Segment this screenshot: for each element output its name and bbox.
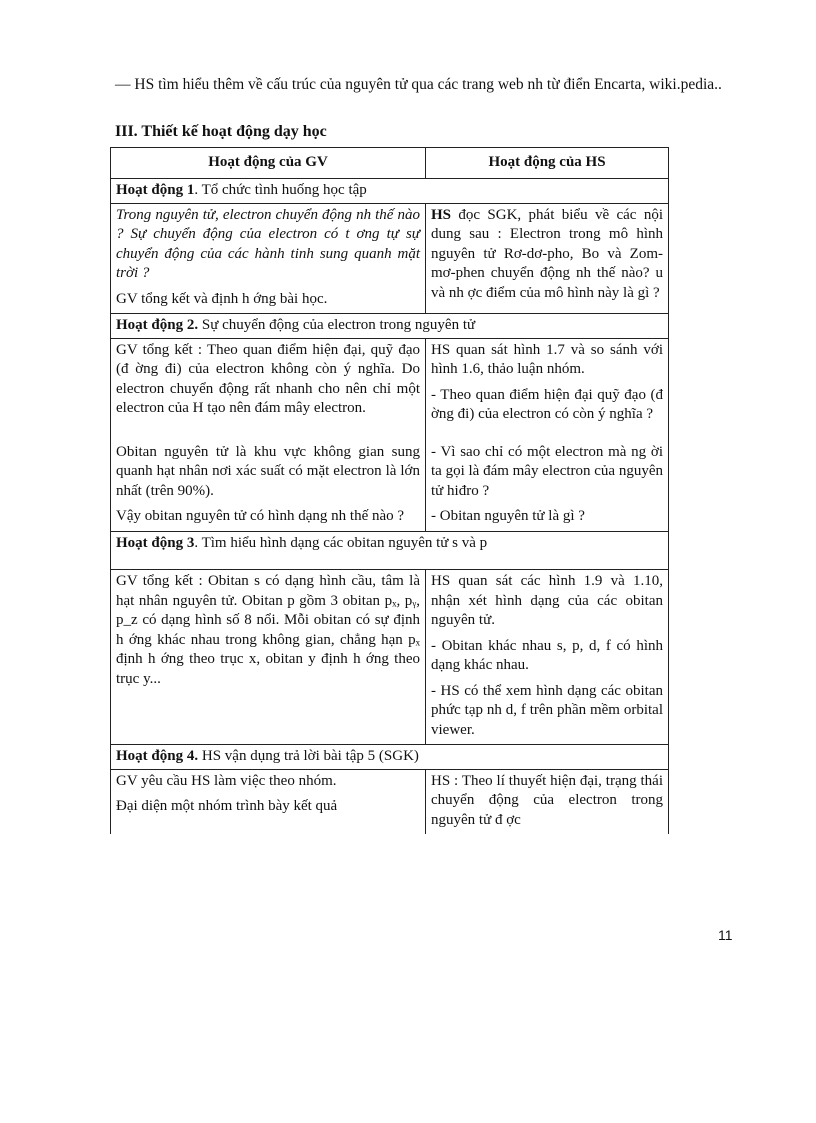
section-title: III. Thiết kế hoạt động dạy học [115, 123, 327, 140]
activity-1-hs-bold: HS [431, 206, 452, 223]
activity-1-hs-body: đọc SGK, phát biểu về các nội dung sau : Electron trong mô hình nguyên tử Rơ-dơ-pho, Bo và Zom-mơ-phen chuyển động nh thế nào? u và nh ợc điểm của mô hình này là gì ? [431, 206, 663, 301]
activity-4-subtitle: HS vận dụng trả lời bài tập 5 (SGK) [198, 748, 419, 764]
activity-3-gv-text-1: GV tổng kết : Obitan s có dạng hình cầu, tâm là hạt nhân nguyên tử. Obitan p gồm 3 obitan pₓ, pᵧ, p_z có dạng hình số 8 nổi. Mỗi obitan có sự định h ớng khác nhau trong không gian, chẳng hạn pₓ định h ớng theo trục x, obitan y định h ớng theo trục y... [116, 573, 420, 687]
activity-3-hs-text-1: HS quan sát các hình 1.9 và 1.10, nhận xét hình dạng của các obitan nguyên tử. [431, 573, 663, 628]
activity-4-gv-text-2: Đại diện một nhóm trình bày kết quả [116, 798, 338, 814]
activity-1-row [111, 203, 669, 314]
activity-1-hs-text [431, 206, 663, 304]
activity-2-gv-cell-b [111, 441, 426, 506]
activity-1-hs-cell [426, 203, 669, 314]
activity-2-gv-text-2: Obitan nguyên tử là khu vực không gian sung quanh hạt nhân nơi xác suất có mặt electron là lớn nhất (trên 90%). [116, 443, 420, 499]
activity-2-hs-text-3: - Vì sao chỉ có một electron mà ng ời ta gọi là đám mây electron của nguyên tử hiđro ? [431, 443, 663, 499]
page-number: 11 [718, 927, 733, 943]
activity-1-gv-text-2: GV tổng kết và định h ớng bài học. [116, 290, 328, 307]
activity-4-gv-text-1: GV yêu cầu HS làm việc theo nhóm. [116, 772, 337, 789]
activity-4-heading [111, 745, 669, 770]
header-hs: Hoạt động của HS [426, 148, 669, 179]
intro-paragraph: — HS tìm hiểu thêm về cấu trúc của nguyên tử qua các trang web nh từ điển Encarta, wiki.pedia.. [115, 76, 722, 93]
header-gv: Hoạt động của GV [111, 148, 426, 179]
activity-3-hs-cell [426, 570, 669, 745]
activity-3-row [111, 570, 669, 745]
activity-2-title: Hoạt động 2. [116, 317, 199, 333]
activity-2-row-b [111, 441, 669, 506]
activity-4-hs-cell [426, 769, 669, 834]
activity-2-hs-text-4: - Obitan nguyên tử là gì ? [431, 508, 585, 524]
activity-3-hs-text-3: - HS có thể xem hình dạng các obitan phức tạp nh d, f trên phần mềm orbital viewer. [431, 682, 663, 738]
activity-1-gv-cell [111, 203, 426, 314]
activity-2-hs-text-1: HS quan sát hình 1.7 và so sánh với hình 1.6, thảo luận nhóm. [431, 341, 663, 377]
activity-4-hs-text-1: HS : Theo lí thuyết hiện đại, trạng thái chuyển động của electron trong nguyên tử đ ợc [431, 772, 663, 828]
activity-4-gv-cell [111, 769, 426, 834]
table-header-row [111, 148, 669, 179]
activity-1-heading [111, 179, 669, 204]
activity-2-row-c [111, 505, 669, 531]
activity-2-row-a [111, 338, 669, 441]
activity-2-subtitle: Sự chuyển động của electron trong nguyên tử [198, 317, 476, 333]
activity-3-hs-text-2: - Obitan khác nhau s, p, d, f có hình dạng khác nhau. [431, 637, 663, 673]
activity-3-title: Hoạt động 3 [116, 534, 195, 551]
activity-2-gv-cell-a [111, 338, 426, 441]
activity-3-heading [111, 531, 669, 570]
activity-4-row [111, 769, 669, 834]
activity-2-gv-text-3: Vậy obitan nguyên tử có hình dạng nh thế nào ? [116, 508, 405, 524]
activity-2-hs-cell-b [426, 441, 669, 506]
activity-3-subtitle: . Tìm hiểu hình dạng các obitan nguyên tử s và p [194, 534, 488, 551]
activity-2-hs-cell-a [426, 338, 669, 441]
activity-2-gv-text-1: GV tổng kết : Theo quan điểm hiện đại, quỹ đạo (đ ờng đi) của electron không còn ý nghĩa. Do electron chuyển động rất nhanh cho nên chỉ một electron của H tạo nên đám mây electron. [116, 341, 420, 416]
activity-1-title: Hoạt động 1 [116, 182, 195, 198]
activity-1-subtitle: . Tổ chức tình huống học tập [194, 182, 367, 198]
lesson-plan-table [110, 147, 669, 834]
activity-2-hs-text-2: - Theo quan điểm hiện đại quỹ đạo (đ ờng đi) của electron có còn ý nghĩa ? [431, 386, 663, 422]
activity-3-gv-cell [111, 570, 426, 745]
activity-2-hs-cell-c [426, 505, 669, 531]
activity-1-gv-text-1: Trong nguyên tử, electron chuyển động nh thế nào ? Sự chuyển động của electron có t ơng tự sự chuyển động của các hành tinh sung quanh mặt trời ? [116, 206, 420, 281]
activity-2-gv-cell-c [111, 505, 426, 531]
activity-4-title: Hoạt động 4. [116, 748, 199, 764]
activity-2-heading [111, 314, 669, 339]
